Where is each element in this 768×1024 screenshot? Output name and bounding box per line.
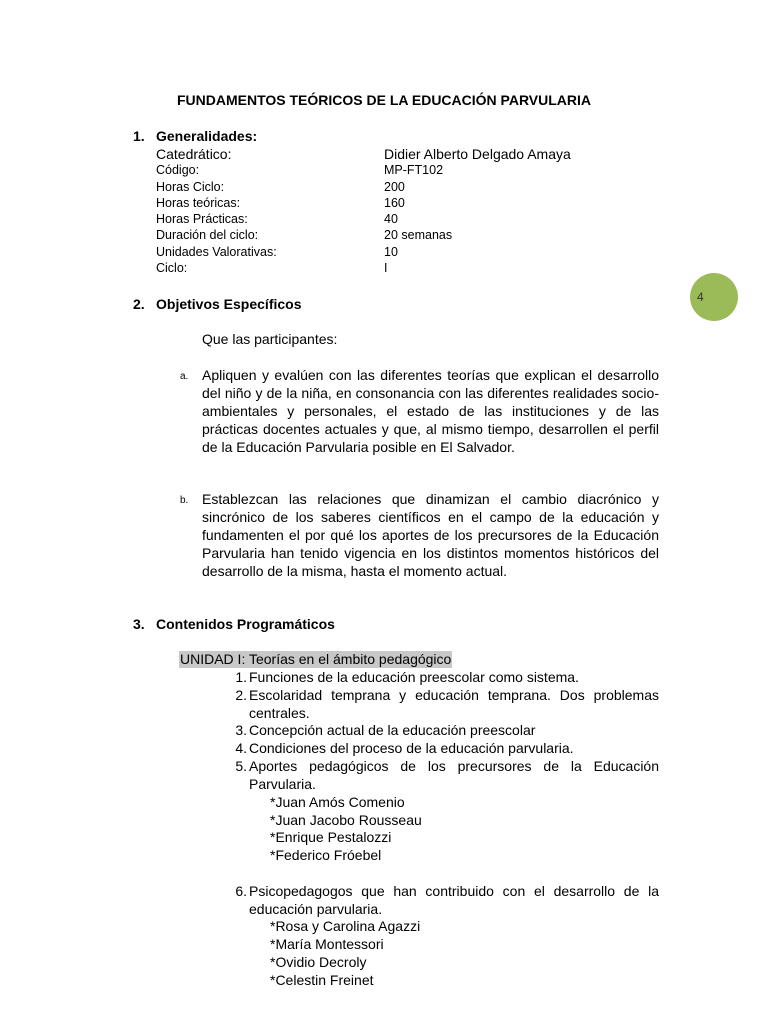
label-ciclo: Ciclo: (156, 261, 188, 276)
list-item-number: 2. (235, 687, 247, 703)
objective-text-a: Apliquen y evalúen con las diferentes teorías que explican el desarrollo del niño y de la niña, en consonancia con las diferentes realidades socio-ambientales y personales, el estado de las instituciones y de las prácticas docentes actuales y que, al mismo tiempo, desarrollen el perfil de la Educación Parvularia posible en El Salvador. (202, 367, 659, 455)
unit-title: UNIDAD I: Teorías en el ámbito pedagógico (180, 651, 452, 667)
value-horas-ciclo: 200 (384, 179, 405, 194)
page-number: 4 (697, 290, 704, 304)
section-heading-generalidades (133, 128, 257, 144)
sublist-item: *María Montessori (270, 936, 384, 952)
list-item-number: 4. (235, 740, 247, 756)
value-horas-practicas: 40 (384, 212, 398, 227)
list-item-text: Aportes pedagógicos de los precursores de la Educación Parvularia. (249, 758, 659, 792)
section-number: 2. (133, 296, 145, 312)
sublist-item: *Rosa y Carolina Agazzi (270, 918, 421, 934)
list-item-text: Concepción actual de la educación preescolar (249, 722, 536, 738)
list-item-number: 5. (235, 758, 247, 774)
value-codigo: MP-FT102 (384, 163, 444, 178)
list-item-text: Condiciones del proceso de la educación parvularia. (249, 740, 574, 756)
list-item-number: 1. (235, 669, 247, 685)
section-number: 3. (133, 616, 145, 632)
list-item-text: Funciones de la educación preescolar como sistema. (249, 669, 579, 685)
sublist-item: *Ovidio Decroly (270, 954, 367, 970)
page-number-badge (690, 273, 738, 321)
objective-text-b: Establezcan las relaciones que dinamizan el cambio diacrónico y sincrónico de los saberes científicos en el campo de la educación y fundamenten el por qué los aportes de los precursores de la Educación Parvularia han tenido vigencia en los distintos momentos históricos del desarrollo de la misma, hasta el momento actual. (202, 491, 659, 579)
section-heading-objetivos (133, 296, 302, 312)
list-item-text: Psicopedagogos que han contribuido con el desarrollo de la educación parvularia. (249, 883, 659, 917)
value-duracion: 20 semanas (384, 228, 453, 243)
sublist-item: *Celestin Freinet (270, 972, 374, 988)
label-codigo: Código: (156, 163, 200, 178)
document-title: FUNDAMENTOS TEÓRICOS DE LA EDUCACIÓN PARVULARIA (176, 92, 592, 108)
section-number: 1. (133, 128, 145, 144)
list-item-number: 3. (235, 722, 247, 738)
section-title: Objetivos Específicos (156, 296, 302, 312)
section-title: Contenidos Programáticos (156, 616, 335, 632)
label-horas-practicas: Horas Prácticas: (156, 212, 248, 227)
generalidades-values (384, 146, 571, 276)
value-ciclo: I (384, 261, 388, 276)
sublist-item: *Juan Jacobo Rousseau (270, 812, 422, 828)
value-unidades: 10 (384, 244, 398, 259)
sublist-item: *Enrique Pestalozzi (270, 829, 392, 845)
sublist-item: *Juan Amós Comenio (270, 794, 405, 810)
objective-bullet-b: b. (180, 495, 189, 506)
value-catedratico: Didier Alberto Delgado Amaya (384, 146, 571, 162)
list-item-number: 6. (235, 883, 247, 899)
generalidades-labels (156, 146, 277, 276)
objetivos-intro: Que las participantes: (202, 331, 338, 347)
label-catedratico: Catedrático: (156, 146, 232, 162)
objective-bullet-a: a. (180, 371, 189, 382)
label-unidades: Unidades Valorativas: (156, 244, 277, 259)
list-item-text: Escolaridad temprana y educación temprana. Dos problemas centrales. (249, 687, 659, 721)
value-horas-teoricas: 160 (384, 195, 405, 210)
section-heading-contenidos (133, 616, 335, 632)
sublist-item: *Federico Fróebel (270, 847, 382, 863)
label-horas-ciclo: Horas Ciclo: (156, 179, 225, 194)
label-horas-teoricas: Horas teóricas: (156, 195, 241, 210)
label-duracion: Duración del ciclo: (156, 228, 259, 243)
section-title: Generalidades: (156, 128, 258, 144)
